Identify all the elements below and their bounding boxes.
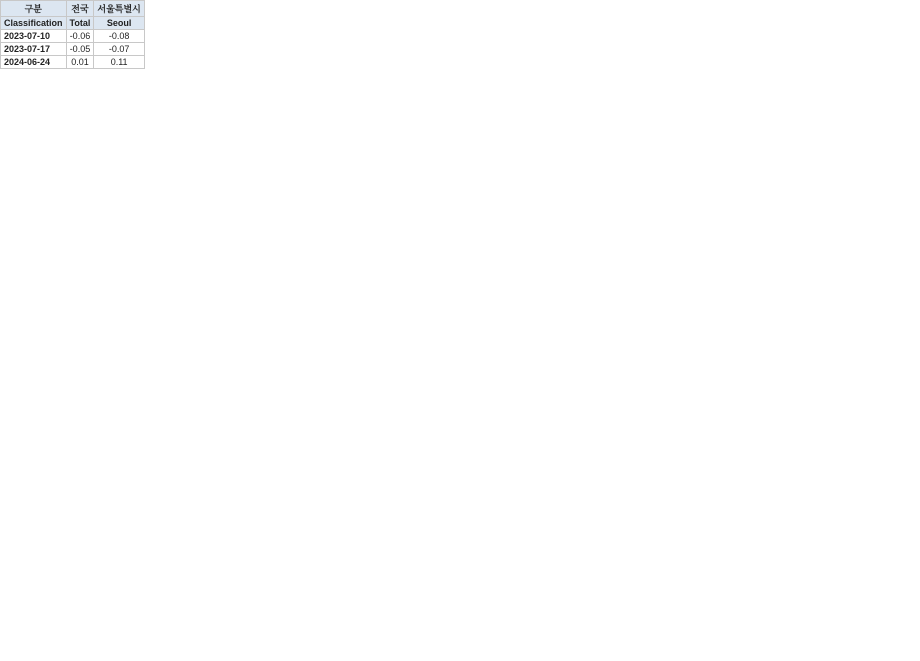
corner-header: 구분 [1,1,67,17]
col-header: 서울특별시 [94,1,144,17]
col-header-en: Total [66,17,94,30]
table-row [1,30,145,43]
cell: -0.07 [94,43,144,56]
table-row [1,56,145,69]
cell: 0.01 [66,56,94,69]
price-change-table [0,0,145,69]
cell: -0.06 [66,30,94,43]
col-header: 전국 [66,1,94,17]
table-row [1,43,145,56]
col-header-en: Seoul [94,17,144,30]
row-date: 2023-07-17 [1,43,67,56]
cell: 0.11 [94,56,144,69]
row-date: 2023-07-10 [1,30,67,43]
cell: -0.08 [94,30,144,43]
classification-header: Classification [1,17,67,30]
cell: -0.05 [66,43,94,56]
row-date: 2024-06-24 [1,56,67,69]
